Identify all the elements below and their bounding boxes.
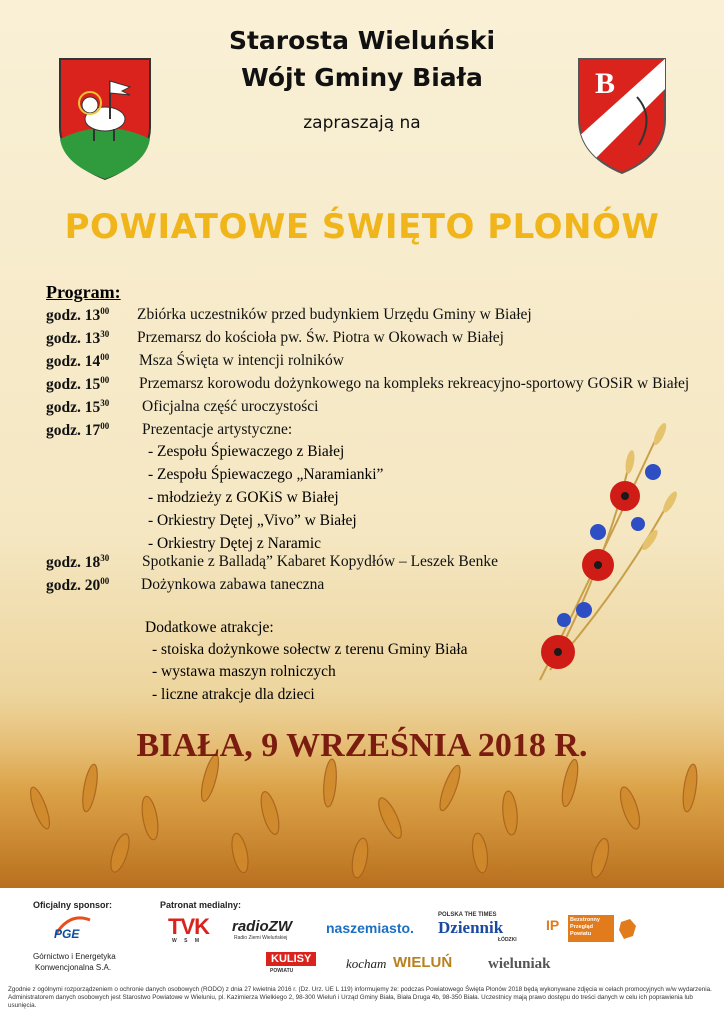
performance-item: - Orkiestry Dętej z Naramic — [148, 535, 322, 552]
program-minute: 30 — [100, 329, 110, 339]
program-hour: godz. 14 — [46, 353, 101, 371]
program-time — [46, 306, 109, 325]
program-time — [46, 421, 109, 440]
sponsor-name-2: Konwencjonalna S.A. — [35, 963, 112, 972]
program-item — [46, 398, 686, 417]
extra-attraction-item: - wystawa maszyn rolniczych — [152, 663, 336, 680]
footer — [0, 888, 724, 1024]
program-item — [46, 375, 690, 394]
header-line-2: Wójt Gminy Biała — [241, 63, 483, 92]
kulisy-logo: KULISY — [266, 952, 316, 966]
tvk-logo: TVK — [168, 914, 209, 939]
radio-zw-sub: Radio Ziemi Wieluńskiej — [234, 935, 288, 941]
poppy-cornflower-decoration-icon — [520, 420, 680, 690]
program-item — [46, 306, 686, 325]
wieluniak-logo: wieluniak — [488, 956, 551, 972]
program-heading: Program: — [46, 282, 121, 302]
program-item — [46, 329, 686, 348]
dziennik-logo-top: POLSKA THE TIMES — [438, 912, 497, 918]
event-date: BIAŁA, 9 WRZEŚNIA 2018 R. — [136, 727, 588, 764]
przeglad-logo-text: Bezstronny Przegląd Powiatu — [568, 915, 614, 942]
performance-item: - Zespołu Śpiewaczego z Białej — [148, 443, 345, 460]
sponsor-name-1: Górnictwo i Energetyka — [33, 952, 116, 961]
kulisy-logo-sub: POWIATU — [270, 968, 294, 974]
program-time — [46, 375, 109, 394]
legal-notice: Zgodnie z ogólnymi rozporządzeniem o ochronie danych osobowych (RODO) z dnia 27 kwietnia 2016 r. (Dz. Urz. UE L 119) informujemy że: podczas Powiatowego Święta Plonów 2018 będą wykonywane zdjęcia w celach promocyjnych w/w wydarzenia. Administratorem danych osobowych jest Starostwo Powiatowe w Wieluniu, pl. Kazimierza Wielkiego 2, 98-300 Wieluń i Urząd Gminy Biała, Biała Druga 4b, 98-350 Biała. Uczestnicy mają prawo dostępu do treści danych w celu ich poprawienia lub usunięcia. — [8, 986, 712, 1009]
pge-logo-text: PGE — [54, 927, 80, 940]
pge-logo-icon — [52, 914, 92, 940]
program-time — [46, 553, 109, 572]
program-hour: godz. 18 — [46, 554, 101, 572]
performance-item: - młodzieży z GOKiS w Białej — [148, 489, 339, 506]
program-hour: godz. 13 — [46, 330, 101, 348]
tvk-logo-sub: W S M — [172, 938, 202, 944]
wielun-logo: WIELUŃ — [393, 954, 453, 971]
naszemiasto-logo: naszemiasto. — [326, 920, 414, 936]
radio-zw-logo: radioZW — [232, 918, 292, 935]
header-line-3: zapraszają na — [303, 113, 421, 133]
program-description: Przemarsz do kościoła pw. Św. Piotra w Okowach w Białej — [137, 329, 504, 346]
przeglad-powiatu-logo — [546, 915, 640, 942]
program-minute: 00 — [100, 306, 110, 316]
header-line-1: Starosta Wieluński — [228, 26, 496, 55]
program-description: Dożynkowa zabawa taneczna — [141, 576, 325, 593]
performance-item: - Orkiestry Dętej „Vivo” w Białej — [148, 512, 357, 529]
program-time — [46, 329, 109, 348]
program-description: Zbiórka uczestników przed budynkiem Urzędu Gminy w Białej — [137, 306, 532, 323]
program-description: Spotkanie z Balladą” Kabaret Kopydłów – Leszek Benke — [142, 553, 498, 570]
program-hour: godz. 15 — [46, 376, 101, 394]
program-time — [46, 576, 109, 595]
program-hour: godz. 17 — [46, 422, 101, 440]
wielun-coat-of-arms-icon — [58, 57, 152, 181]
program-minute: 00 — [100, 352, 110, 362]
performance-item: - Zespołu Śpiewaczego „Naramianki” — [148, 466, 384, 483]
program-description: Msza Święta w intencji rolników — [139, 352, 344, 369]
program-time — [46, 352, 109, 371]
county-map-icon — [618, 918, 638, 940]
sponsor-label: Oficjalny sponsor: — [33, 900, 113, 910]
program-hour: godz. 15 — [46, 399, 101, 417]
program-description: Oficjalna część uroczystości — [142, 398, 319, 415]
dziennik-logo: Dziennik — [438, 918, 504, 937]
program-minute: 30 — [100, 398, 110, 408]
media-label: Patronat medialny: — [160, 900, 242, 910]
extra-heading: Dodatkowe atrakcje: — [145, 619, 274, 636]
extra-attraction-item: - stoiska dożynkowe sołectw z terenu Gminy Biała — [152, 641, 468, 658]
dziennik-logo-sub: ŁÓDZKI — [498, 937, 517, 943]
program-hour: godz. 20 — [46, 577, 101, 595]
program-hour: godz. 13 — [46, 307, 101, 325]
biala-coat-of-arms-icon — [577, 57, 667, 175]
kocham-logo: kocham — [346, 956, 387, 971]
crest-letter: B — [595, 67, 616, 100]
extra-attraction-item: - liczne atrakcje dla dzieci — [152, 686, 315, 703]
program-minute: 00 — [100, 576, 110, 586]
pp-mark-icon: IP — [546, 917, 560, 933]
event-title: POWIATOWE ŚWIĘTO PLONÓW — [64, 207, 660, 247]
program-time — [46, 398, 109, 417]
program-minute: 00 — [100, 375, 110, 385]
program-description: Przemarsz korowodu dożynkowego na kompleks rekreacyjno-sportowy GOSiR w Białej — [139, 375, 690, 392]
program-minute: 00 — [100, 421, 110, 431]
program-description: Prezentacje artystyczne: — [142, 421, 293, 438]
program-item — [46, 352, 686, 371]
wheat-field-image — [0, 688, 724, 888]
program-minute: 30 — [100, 553, 110, 563]
